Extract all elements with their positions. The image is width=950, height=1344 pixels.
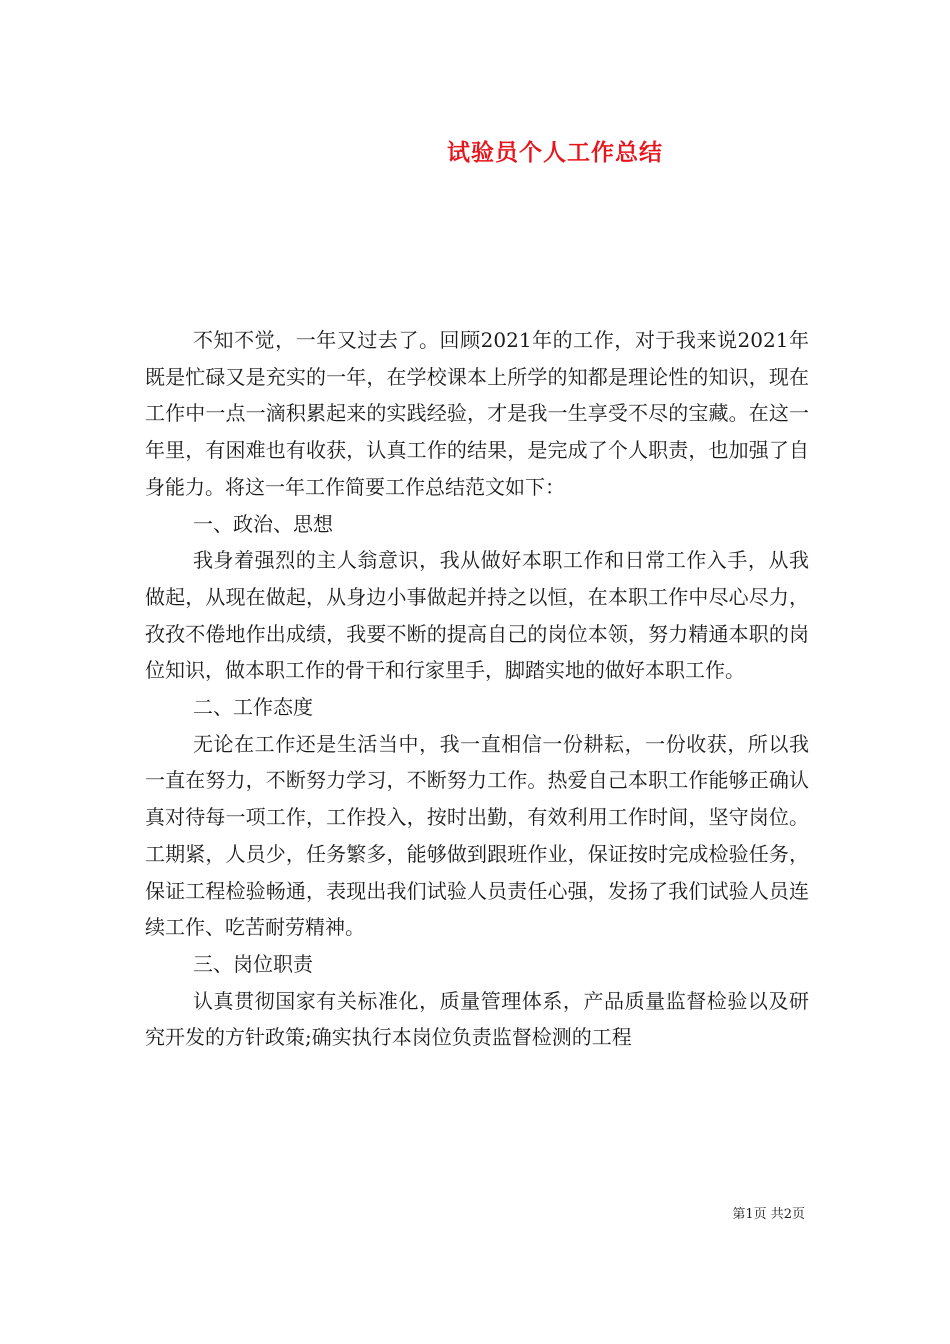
attitude-paragraph: 无论在工作还是生活当中，我一直相信一份耕耘，一份收获，所以我一直在努力，不断努力学习，不断努力工作。热爱自己本职工作能够正确认真对待每一项工作，工作投入，按时出勤，有效利用工作时间，坚守岗位。工期紧，人员少，任务繁多，能够做到跟班作业，保证按时完成检验任务，保证工程检验畅通，表现出我们试验人员责任心强，发扬了我们试验人员连续工作、吃苦耐劳精神。	[145, 731, 809, 940]
duties-paragraph: 认真贯彻国家有关标准化，质量管理体系，产品质量监督检验以及研究开发的方针政策;确实执行本岗位负责监督检测的工程	[145, 988, 809, 1050]
section-heading-politics: 一、政治、思想	[193, 511, 333, 536]
section-heading-attitude: 二、工作态度	[193, 695, 313, 720]
section-heading-duties: 三、岗位职责	[193, 951, 313, 976]
document-body	[145, 322, 809, 1056]
politics-paragraph: 我身着强烈的主人翁意识，我从做好本职工作和日常工作入手，从我做起，从现在做起，从身边小事做起并持之以恒，在本职工作中尽心尽力，孜孜不倦地作出成绩，我要不断的提高自己的岗位本领，努力精通本职的岗位知识，做本职工作的骨干和行家里手，脚踏实地的做好本职工作。	[145, 548, 809, 683]
intro-paragraph: 不知不觉，一年又过去了。回顾2021年的工作，对于我来说2021年既是忙碌又是充实的一年，在学校课本上所学的知都是理论性的知识，现在工作中一点一滴积累起来的实践经验，才是我一生享受不尽的宝藏。在这一年里，有困难也有收获，认真工作的结果，是完成了个人职责，也加强了自身能力。将这一年工作简要工作总结范文如下：	[145, 328, 809, 499]
document-title: 试验员个人工作总结	[447, 139, 663, 166]
page-number-footer: 第1页 共2页	[732, 1207, 805, 1222]
